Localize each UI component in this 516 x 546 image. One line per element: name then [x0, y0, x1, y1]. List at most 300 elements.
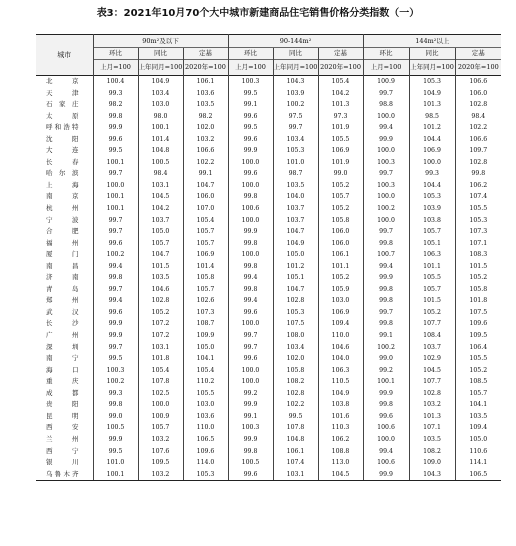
index-value-cell: 99.8 [93, 399, 138, 411]
table-row [36, 353, 501, 365]
index-value-cell: 109.6 [455, 318, 501, 330]
index-value-cell: 99.8 [228, 191, 273, 203]
city-name: 贵阳 [46, 400, 79, 409]
unit-label: 上月=100 [363, 60, 409, 76]
index-value-cell: 97.5 [273, 111, 318, 123]
index-value-cell: 98.2 [93, 99, 138, 111]
index-value-cell: 99.8 [363, 399, 409, 411]
index-value-cell: 100.0 [228, 365, 273, 377]
index-value-cell: 101.1 [318, 261, 363, 273]
index-value-cell: 104.5 [318, 469, 363, 481]
index-value-cell: 99.7 [228, 342, 273, 354]
index-value-cell: 98.5 [409, 111, 455, 123]
city-name: 宁波 [46, 215, 79, 224]
index-value-cell: 104.8 [138, 145, 183, 157]
index-value-cell: 105.8 [318, 215, 363, 227]
index-value-cell: 99.4 [363, 261, 409, 273]
index-value-cell: 99.4 [363, 446, 409, 458]
index-value-cell: 105.1 [409, 238, 455, 250]
index-value-cell: 103.5 [455, 411, 501, 423]
table-row [36, 226, 501, 238]
city-name: 长春 [46, 157, 79, 166]
index-value-cell: 104.4 [409, 180, 455, 192]
index-value-cell: 106.6 [183, 145, 228, 157]
index-value-cell: 102.2 [455, 122, 501, 134]
city-name: 南宁 [46, 354, 79, 363]
index-value-cell: 100.6 [363, 457, 409, 469]
index-value-cell: 106.5 [455, 469, 501, 481]
index-value-cell: 105.7 [455, 388, 501, 400]
index-value-cell: 105.5 [409, 272, 455, 284]
index-value-cell: 99.2 [363, 365, 409, 377]
index-value-cell: 104.4 [409, 134, 455, 146]
index-value-cell: 99.6 [363, 411, 409, 423]
index-value-cell: 100.2 [363, 342, 409, 354]
index-value-cell: 99.9 [363, 469, 409, 481]
index-value-cell: 114.1 [455, 457, 501, 469]
index-value-cell: 103.7 [273, 203, 318, 215]
index-value-cell: 103.2 [409, 399, 455, 411]
table-row [36, 134, 501, 146]
index-value-cell: 99.6 [93, 307, 138, 319]
index-value-cell: 99.6 [93, 238, 138, 250]
index-value-cell: 105.3 [409, 76, 455, 88]
table-row [36, 203, 501, 215]
index-value-cell: 105.3 [273, 307, 318, 319]
index-value-cell: 107.2 [138, 318, 183, 330]
index-value-cell: 101.3 [409, 411, 455, 423]
index-value-cell: 100.0 [409, 157, 455, 169]
index-value-cell: 99.6 [228, 469, 273, 481]
table-row [36, 388, 501, 400]
city-name: 大连 [46, 146, 79, 155]
price-index-table [36, 34, 501, 481]
index-value-cell: 102.2 [183, 157, 228, 169]
index-value-cell: 105.5 [183, 388, 228, 400]
index-value-cell: 100.0 [228, 318, 273, 330]
index-value-cell: 105.3 [455, 215, 501, 227]
index-value-cell: 102.8 [455, 157, 501, 169]
table-row [36, 411, 501, 423]
index-value-cell: 114.0 [183, 457, 228, 469]
table-row [36, 88, 501, 100]
index-value-cell: 109.7 [455, 145, 501, 157]
index-value-cell: 103.2 [138, 469, 183, 481]
index-value-cell: 99.7 [363, 88, 409, 100]
index-value-cell: 103.5 [273, 180, 318, 192]
index-value-cell: 108.8 [318, 446, 363, 458]
index-value-cell: 102.0 [183, 122, 228, 134]
index-value-cell: 107.4 [273, 457, 318, 469]
index-value-cell: 105.0 [183, 342, 228, 354]
index-value-cell: 100.7 [363, 249, 409, 261]
index-value-cell: 105.0 [138, 226, 183, 238]
index-value-cell: 101.3 [318, 99, 363, 111]
index-value-cell: 109.9 [183, 330, 228, 342]
index-value-cell: 99.9 [228, 145, 273, 157]
sub-header-yoy: 同比 [138, 48, 183, 60]
index-value-cell: 99.5 [93, 145, 138, 157]
index-value-cell: 102.8 [455, 99, 501, 111]
index-value-cell: 99.9 [93, 122, 138, 134]
index-value-cell: 99.1 [183, 168, 228, 180]
table-row [36, 99, 501, 111]
index-value-cell: 99.6 [228, 111, 273, 123]
group-header: 144m²以上 [363, 35, 501, 48]
unit-label: 上年同月=100 [273, 60, 318, 76]
index-value-cell: 98.4 [455, 111, 501, 123]
index-value-cell: 101.2 [273, 261, 318, 273]
table-row [36, 422, 501, 434]
index-value-cell: 105.8 [455, 284, 501, 296]
index-value-cell: 103.0 [183, 399, 228, 411]
index-value-cell: 106.3 [318, 365, 363, 377]
index-value-cell: 100.6 [228, 203, 273, 215]
sub-header-base: 定基 [318, 48, 363, 60]
index-value-cell: 99.7 [363, 168, 409, 180]
index-value-cell: 102.6 [183, 295, 228, 307]
index-value-cell: 100.0 [363, 215, 409, 227]
index-value-cell: 105.7 [138, 238, 183, 250]
index-value-cell: 101.3 [409, 99, 455, 111]
city-name: 青岛 [46, 284, 79, 293]
index-value-cell: 108.4 [409, 330, 455, 342]
index-value-cell: 106.1 [318, 249, 363, 261]
index-value-cell: 99.0 [318, 168, 363, 180]
index-value-cell: 103.4 [273, 134, 318, 146]
index-value-cell: 108.2 [409, 446, 455, 458]
index-value-cell: 105.2 [409, 307, 455, 319]
index-value-cell: 98.7 [273, 168, 318, 180]
index-value-cell: 103.6 [183, 88, 228, 100]
index-value-cell: 105.3 [409, 191, 455, 203]
index-value-cell: 103.1 [138, 342, 183, 354]
index-value-cell: 104.9 [138, 76, 183, 88]
index-value-cell: 99.4 [93, 295, 138, 307]
index-value-cell: 98.4 [138, 168, 183, 180]
index-value-cell: 106.6 [455, 134, 501, 146]
city-name: 昆明 [46, 411, 79, 420]
index-value-cell: 100.3 [228, 422, 273, 434]
index-value-cell: 101.0 [93, 457, 138, 469]
unit-label: 2020年=100 [318, 60, 363, 76]
index-value-cell: 105.7 [409, 226, 455, 238]
index-value-cell: 99.8 [228, 261, 273, 273]
index-value-cell: 105.2 [455, 365, 501, 377]
index-value-cell: 99.7 [93, 226, 138, 238]
index-value-cell: 107.1 [455, 238, 501, 250]
index-value-cell: 99.6 [228, 307, 273, 319]
index-value-cell: 109.6 [183, 446, 228, 458]
city-name: 福州 [46, 238, 79, 247]
index-value-cell: 101.4 [183, 261, 228, 273]
city-name: 乌鲁木齐 [36, 469, 93, 481]
table-row [36, 446, 501, 458]
table-row [36, 157, 501, 169]
index-value-cell: 104.0 [273, 191, 318, 203]
table-row [36, 342, 501, 354]
index-value-cell: 105.2 [138, 307, 183, 319]
index-value-cell: 99.0 [93, 411, 138, 423]
index-value-cell: 99.9 [228, 399, 273, 411]
index-value-cell: 99.1 [228, 411, 273, 423]
index-value-cell: 99.0 [363, 353, 409, 365]
index-value-cell: 104.9 [318, 388, 363, 400]
index-value-cell: 105.7 [138, 422, 183, 434]
index-value-cell: 100.0 [228, 376, 273, 388]
index-value-cell: 104.2 [138, 203, 183, 215]
index-value-cell: 105.8 [273, 365, 318, 377]
sub-header-mom: 环比 [93, 48, 138, 60]
table-row [36, 295, 501, 307]
table-body [36, 76, 501, 481]
table-row [36, 284, 501, 296]
index-value-cell: 100.0 [93, 180, 138, 192]
index-value-cell: 99.4 [363, 122, 409, 134]
index-value-cell: 99.9 [363, 134, 409, 146]
index-value-cell: 99.3 [93, 388, 138, 400]
city-name: 天津 [46, 88, 79, 97]
index-value-cell: 106.1 [183, 76, 228, 88]
index-value-cell: 105.2 [318, 203, 363, 215]
index-value-cell: 103.5 [409, 434, 455, 446]
index-value-cell: 108.0 [273, 330, 318, 342]
index-value-cell: 107.3 [183, 307, 228, 319]
index-value-cell: 100.2 [273, 99, 318, 111]
index-value-cell: 105.3 [273, 145, 318, 157]
index-value-cell: 106.9 [409, 145, 455, 157]
index-value-cell: 100.5 [138, 157, 183, 169]
city-name: 石家庄 [46, 100, 79, 109]
index-value-cell: 99.9 [363, 388, 409, 400]
city-name: 北京 [46, 77, 79, 85]
index-value-cell: 99.8 [363, 318, 409, 330]
table-row [36, 168, 501, 180]
group-header: 90m²及以下 [93, 35, 228, 48]
index-value-cell: 107.4 [455, 191, 501, 203]
index-value-cell: 99.6 [228, 353, 273, 365]
city-name: 广州 [46, 331, 79, 340]
table-row [36, 469, 501, 481]
table-row [36, 249, 501, 261]
sub-header-mom: 环比 [228, 48, 273, 60]
index-value-cell: 103.0 [138, 99, 183, 111]
index-value-cell: 100.5 [93, 422, 138, 434]
city-name: 合肥 [46, 227, 79, 236]
index-value-cell: 103.5 [183, 99, 228, 111]
index-value-cell: 104.3 [409, 469, 455, 481]
city-name: 兰州 [46, 434, 79, 443]
index-value-cell: 99.9 [228, 434, 273, 446]
index-value-cell: 110.0 [183, 422, 228, 434]
index-value-cell: 103.5 [138, 272, 183, 284]
sub-header-base: 定基 [455, 48, 501, 60]
table-row [36, 111, 501, 123]
index-value-cell: 107.7 [409, 318, 455, 330]
table-row [36, 330, 501, 342]
index-value-cell: 102.2 [273, 399, 318, 411]
index-value-cell: 104.5 [409, 365, 455, 377]
index-value-cell: 99.8 [93, 272, 138, 284]
index-value-cell: 106.2 [318, 434, 363, 446]
index-value-cell: 100.0 [363, 191, 409, 203]
index-value-cell: 101.6 [318, 411, 363, 423]
index-value-cell: 108.5 [455, 376, 501, 388]
table-row [36, 76, 501, 88]
index-value-cell: 99.8 [363, 295, 409, 307]
index-value-cell: 103.1 [273, 469, 318, 481]
index-value-cell: 107.7 [409, 376, 455, 388]
sub-header-base: 定基 [183, 48, 228, 60]
index-value-cell: 107.5 [455, 307, 501, 319]
unit-label: 上年同月=100 [138, 60, 183, 76]
index-value-cell: 100.0 [228, 215, 273, 227]
city-name: 长沙 [46, 319, 79, 328]
index-value-cell: 104.7 [138, 249, 183, 261]
index-value-cell: 99.7 [228, 330, 273, 342]
city-name: 沈阳 [46, 134, 79, 143]
index-value-cell: 100.1 [93, 191, 138, 203]
index-value-cell: 99.7 [93, 215, 138, 227]
index-value-cell: 104.6 [318, 342, 363, 354]
index-value-cell: 100.6 [363, 422, 409, 434]
index-value-cell: 100.9 [138, 411, 183, 423]
city-name: 杭州 [46, 204, 79, 213]
index-value-cell: 105.7 [409, 284, 455, 296]
index-value-cell: 101.5 [138, 261, 183, 273]
index-value-cell: 105.4 [138, 365, 183, 377]
index-value-cell: 99.8 [363, 238, 409, 250]
table-row [36, 434, 501, 446]
index-value-cell: 103.2 [138, 434, 183, 446]
index-value-cell: 99.7 [93, 284, 138, 296]
table-header [36, 35, 501, 76]
index-value-cell: 99.2 [228, 388, 273, 400]
index-value-cell: 110.0 [318, 330, 363, 342]
index-value-cell: 105.0 [455, 434, 501, 446]
index-value-cell: 99.5 [93, 446, 138, 458]
table-row [36, 457, 501, 469]
city-name: 西宁 [46, 446, 79, 455]
city-name: 银川 [46, 458, 79, 467]
index-value-cell: 106.9 [318, 145, 363, 157]
unit-label: 上年同月=100 [409, 60, 455, 76]
city-name: 郑州 [46, 296, 79, 305]
index-value-cell: 101.9 [318, 122, 363, 134]
index-value-cell: 101.2 [409, 122, 455, 134]
table-row [36, 191, 501, 203]
index-value-cell: 99.1 [363, 330, 409, 342]
index-value-cell: 99.8 [228, 446, 273, 458]
index-value-cell: 97.3 [318, 111, 363, 123]
table-row [36, 261, 501, 273]
index-value-cell: 99.7 [93, 342, 138, 354]
city-name: 深圳 [46, 342, 79, 351]
index-value-cell: 103.9 [409, 203, 455, 215]
city-name: 呼和浩特 [46, 123, 79, 132]
index-value-cell: 103.6 [183, 411, 228, 423]
index-value-cell: 105.4 [318, 76, 363, 88]
index-value-cell: 101.8 [455, 295, 501, 307]
index-value-cell: 100.0 [228, 157, 273, 169]
index-value-cell: 106.0 [318, 226, 363, 238]
city-name: 南昌 [46, 261, 79, 270]
index-value-cell: 109.5 [138, 457, 183, 469]
city-name: 海口 [46, 365, 79, 374]
index-value-cell: 100.2 [93, 249, 138, 261]
table-row [36, 215, 501, 227]
index-value-cell: 105.2 [318, 272, 363, 284]
index-value-cell: 104.6 [138, 284, 183, 296]
index-value-cell: 102.8 [273, 388, 318, 400]
table-row [36, 145, 501, 157]
index-value-cell: 105.2 [455, 272, 501, 284]
index-value-cell: 107.5 [273, 318, 318, 330]
index-value-cell: 102.8 [273, 295, 318, 307]
index-value-cell: 106.0 [318, 238, 363, 250]
index-value-cell: 101.5 [455, 261, 501, 273]
index-value-cell: 99.8 [455, 168, 501, 180]
city-name: 厦门 [46, 250, 79, 259]
index-value-cell: 107.3 [455, 226, 501, 238]
index-value-cell: 104.7 [183, 180, 228, 192]
index-value-cell: 108.7 [183, 318, 228, 330]
index-value-cell: 105.7 [183, 226, 228, 238]
index-value-cell: 99.9 [363, 272, 409, 284]
index-value-cell: 110.2 [183, 376, 228, 388]
index-value-cell: 99.5 [228, 122, 273, 134]
city-name: 上海 [46, 180, 79, 189]
sub-header-mom: 环比 [363, 48, 409, 60]
index-value-cell: 99.5 [273, 411, 318, 423]
index-value-cell: 100.3 [228, 76, 273, 88]
index-value-cell: 100.2 [93, 376, 138, 388]
index-value-cell: 109.4 [455, 422, 501, 434]
index-value-cell: 100.9 [363, 76, 409, 88]
group-header: 90-144m² [228, 35, 363, 48]
index-value-cell: 110.5 [318, 376, 363, 388]
index-value-cell: 108.2 [273, 376, 318, 388]
index-value-cell: 101.4 [138, 134, 183, 146]
sub-header-yoy: 同比 [273, 48, 318, 60]
index-value-cell: 105.1 [273, 272, 318, 284]
index-value-cell: 99.8 [228, 238, 273, 250]
index-value-cell: 101.0 [273, 157, 318, 169]
index-value-cell: 103.7 [138, 215, 183, 227]
index-value-cell: 103.9 [273, 88, 318, 100]
city-name: 西安 [46, 423, 79, 432]
city-name: 重庆 [46, 377, 79, 386]
index-value-cell: 100.0 [138, 399, 183, 411]
index-value-cell: 99.3 [93, 88, 138, 100]
index-value-cell: 100.5 [228, 457, 273, 469]
index-value-cell: 104.2 [318, 88, 363, 100]
index-value-cell: 103.8 [318, 399, 363, 411]
index-value-cell: 109.0 [409, 457, 455, 469]
index-value-cell: 99.8 [228, 284, 273, 296]
index-value-cell: 99.9 [93, 330, 138, 342]
index-value-cell: 105.5 [455, 353, 501, 365]
city-name: 哈尔滨 [46, 169, 79, 178]
index-value-cell: 99.8 [93, 111, 138, 123]
index-value-cell: 100.0 [363, 145, 409, 157]
index-value-cell: 99.7 [273, 122, 318, 134]
index-value-cell: 107.2 [138, 330, 183, 342]
index-value-cell: 107.8 [138, 376, 183, 388]
index-value-cell: 103.7 [409, 342, 455, 354]
index-value-cell: 99.7 [363, 307, 409, 319]
index-value-cell: 106.9 [318, 307, 363, 319]
